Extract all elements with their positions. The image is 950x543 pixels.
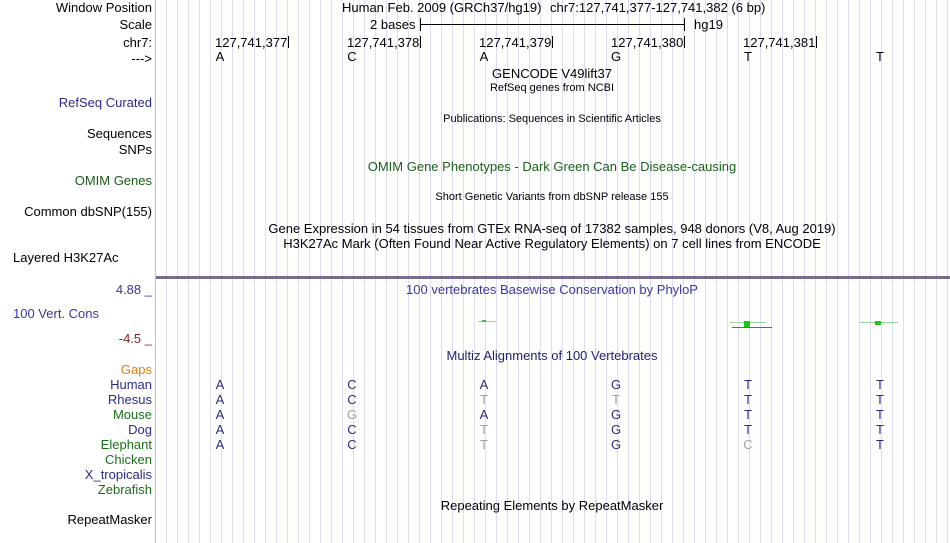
gridline (672, 0, 673, 543)
track-image[interactable] (156, 0, 950, 543)
gridline (694, 0, 695, 543)
alignment-base: T (480, 437, 488, 452)
gridline (683, 0, 684, 543)
gridline (881, 0, 882, 543)
scale-bar-label: 2 bases (370, 17, 416, 32)
gridline (364, 0, 365, 543)
ruler-tick (552, 36, 553, 48)
alignment-base: C (347, 437, 357, 452)
gridline (177, 0, 178, 543)
alignment-base: T (876, 437, 884, 452)
gtex-track-title: Gene Expression in 54 tissues from GTEx RNA-seq of 17382 samples, 948 donors (V8, Aug 2019) (268, 221, 836, 236)
ref-base: A (479, 49, 489, 64)
gridline (804, 0, 805, 543)
alignment-base: C (743, 437, 753, 452)
gridline (903, 0, 904, 543)
gridline (188, 0, 189, 543)
gridline (826, 0, 827, 543)
phylop-min-label: -4.5 _ (118, 331, 152, 346)
gridline (639, 0, 640, 543)
species-label-elephant: Elephant (100, 437, 152, 452)
gaps-track-label[interactable]: Gaps (120, 362, 152, 377)
dbsnp-track-title: Short Genetic Variants from dbSNP release 155 (435, 191, 669, 203)
ruler-tick-label: 127,741,377 (215, 35, 288, 50)
gridline (441, 0, 442, 543)
sequences-track-label[interactable]: Sequences (86, 126, 152, 141)
scale-bar-left-cap (420, 18, 421, 31)
gridline (298, 0, 299, 543)
phylop-track-label[interactable]: 100 Vert. Cons (13, 306, 99, 321)
alignment-base: A (215, 377, 225, 392)
gridline (287, 0, 288, 543)
species-label-dog: Dog (128, 422, 152, 437)
gridline (650, 0, 651, 543)
gridline (375, 0, 376, 543)
gridline (815, 0, 816, 543)
alignment-base: T (876, 377, 884, 392)
ref-base: C (347, 49, 357, 64)
alignment-base: T (612, 392, 620, 407)
phylop-max-label: 4.88 _ (115, 282, 152, 297)
gridline (199, 0, 200, 543)
scale-bar-right-cap (684, 18, 685, 31)
alignment-base: T (876, 422, 884, 437)
gencode-track-title: GENCODE V49lift37 (492, 66, 612, 81)
phylop-mark (875, 321, 881, 325)
gridline (342, 0, 343, 543)
gridline (749, 0, 750, 543)
gridline (474, 0, 475, 543)
assembly-title: Human Feb. 2009 (GRCh37/hg19) (342, 0, 542, 15)
dbsnp-track-label[interactable]: Common dbSNP(155) (24, 204, 152, 219)
alignment-base: T (480, 422, 488, 437)
gridline (320, 0, 321, 543)
gridline (661, 0, 662, 543)
gridline (397, 0, 398, 543)
ref-base: T (744, 49, 752, 64)
alignment-base: G (610, 437, 622, 452)
alignment-base: T (744, 422, 752, 437)
alignment-base: G (610, 377, 622, 392)
alignment-base: T (744, 407, 752, 422)
gridline (309, 0, 310, 543)
gridline (837, 0, 838, 543)
ruler-tick-label: 127,741,381 (743, 35, 816, 50)
ref-base: G (610, 49, 622, 64)
species-label-zebrafish: Zebrafish (97, 482, 152, 497)
gridline (463, 0, 464, 543)
scale-bar (420, 24, 684, 25)
gridline (727, 0, 728, 543)
publications-track-title: Publications: Sequences in Scientific Articles (443, 113, 661, 125)
gridline (276, 0, 277, 543)
ruler-tick (420, 36, 421, 48)
window-position-label: Window Position (55, 0, 152, 15)
gridline (716, 0, 717, 543)
snps-track-label[interactable]: SNPs (118, 142, 152, 157)
track-group-divider (156, 276, 950, 279)
alignment-base: G (610, 422, 622, 437)
alignment-base: A (215, 437, 225, 452)
alignment-base: C (347, 377, 357, 392)
alignment-base: A (215, 407, 225, 422)
h3k27ac-track-label[interactable]: Layered H3K27Ac (13, 250, 119, 265)
gridline (617, 0, 618, 543)
alignment-base: A (479, 377, 489, 392)
alignment-base: T (876, 392, 884, 407)
ruler-tick (288, 36, 289, 48)
gridline (331, 0, 332, 543)
alignment-base: C (347, 392, 357, 407)
omim-track-label[interactable]: OMIM Genes (74, 173, 152, 188)
species-label-xtropicalis: X_tropicalis (84, 467, 152, 482)
strand-toggle[interactable]: ---> (131, 51, 152, 66)
gridline (221, 0, 222, 543)
alignment-base: T (876, 407, 884, 422)
gridline (738, 0, 739, 543)
multiz-track-title: Multiz Alignments of 100 Vertebrates (446, 348, 658, 363)
alignment-base: T (744, 392, 752, 407)
phylop-mark (482, 320, 486, 322)
ruler-tick-label: 127,741,379 (479, 35, 552, 50)
gridline (859, 0, 860, 543)
refseq-track-label[interactable]: RefSeq Curated (58, 95, 152, 110)
gridline (243, 0, 244, 543)
alignment-base: T (480, 392, 488, 407)
ruler-tick-label: 127,741,380 (611, 35, 684, 50)
ref-base: T (876, 49, 884, 64)
gridline (166, 0, 167, 543)
phylop-track-title: 100 vertebrates Basewise Conservation by PhyloP (406, 282, 698, 297)
track-label-column (0, 0, 156, 543)
alignment-base: G (610, 407, 622, 422)
gridline (848, 0, 849, 543)
species-label-chicken: Chicken (105, 452, 152, 467)
position-title: chr7:127,741,377-127,741,382 (6 bp) (550, 0, 766, 15)
gridline (353, 0, 354, 543)
ref-base: A (215, 49, 225, 64)
refseq-track-title: RefSeq genes from NCBI (489, 82, 615, 94)
alignment-base: A (215, 422, 225, 437)
gridline (760, 0, 761, 543)
omim-track-title: OMIM Gene Phenotypes - Dark Green Can Be Disease-causing (367, 159, 737, 174)
gridline (870, 0, 871, 543)
gridline (947, 0, 948, 543)
gridline (936, 0, 937, 543)
alignment-base: A (479, 407, 489, 422)
ruler-tick-label: 127,741,378 (347, 35, 420, 50)
species-label-mouse: Mouse (112, 407, 152, 422)
phylop-mark (732, 327, 772, 328)
h3k27ac-track-title: H3K27Ac Mark (Often Found Near Active Regulatory Elements) on 7 cell lines from ENCODE (283, 236, 821, 251)
gridline (452, 0, 453, 543)
gridline (210, 0, 211, 543)
gridline (782, 0, 783, 543)
gridline (628, 0, 629, 543)
alignment-base: A (215, 392, 225, 407)
repeatmasker-track-label[interactable]: RepeatMasker (67, 512, 152, 527)
scale-label: Scale (119, 17, 152, 32)
gridline (386, 0, 387, 543)
phylop-mark (478, 321, 496, 322)
gridline (892, 0, 893, 543)
gridline (254, 0, 255, 543)
gridline (408, 0, 409, 543)
gridline (793, 0, 794, 543)
species-label-rhesus: Rhesus (107, 392, 152, 407)
alignment-base: C (347, 422, 357, 437)
repeatmasker-track-title: Repeating Elements by RepeatMasker (440, 498, 664, 513)
ruler-tick (816, 36, 817, 48)
gridline (485, 0, 486, 543)
gridline (771, 0, 772, 543)
alignment-base: G (346, 407, 358, 422)
gridline (265, 0, 266, 543)
species-label-human: Human (110, 377, 152, 392)
ruler-tick (684, 36, 685, 48)
gridline (925, 0, 926, 543)
gridline (419, 0, 420, 543)
chrom-label: chr7: (123, 35, 152, 50)
alignment-base: T (744, 377, 752, 392)
gridline (430, 0, 431, 543)
gridline (914, 0, 915, 543)
gridline (705, 0, 706, 543)
gridline (232, 0, 233, 543)
scale-db-label: hg19 (694, 17, 723, 32)
